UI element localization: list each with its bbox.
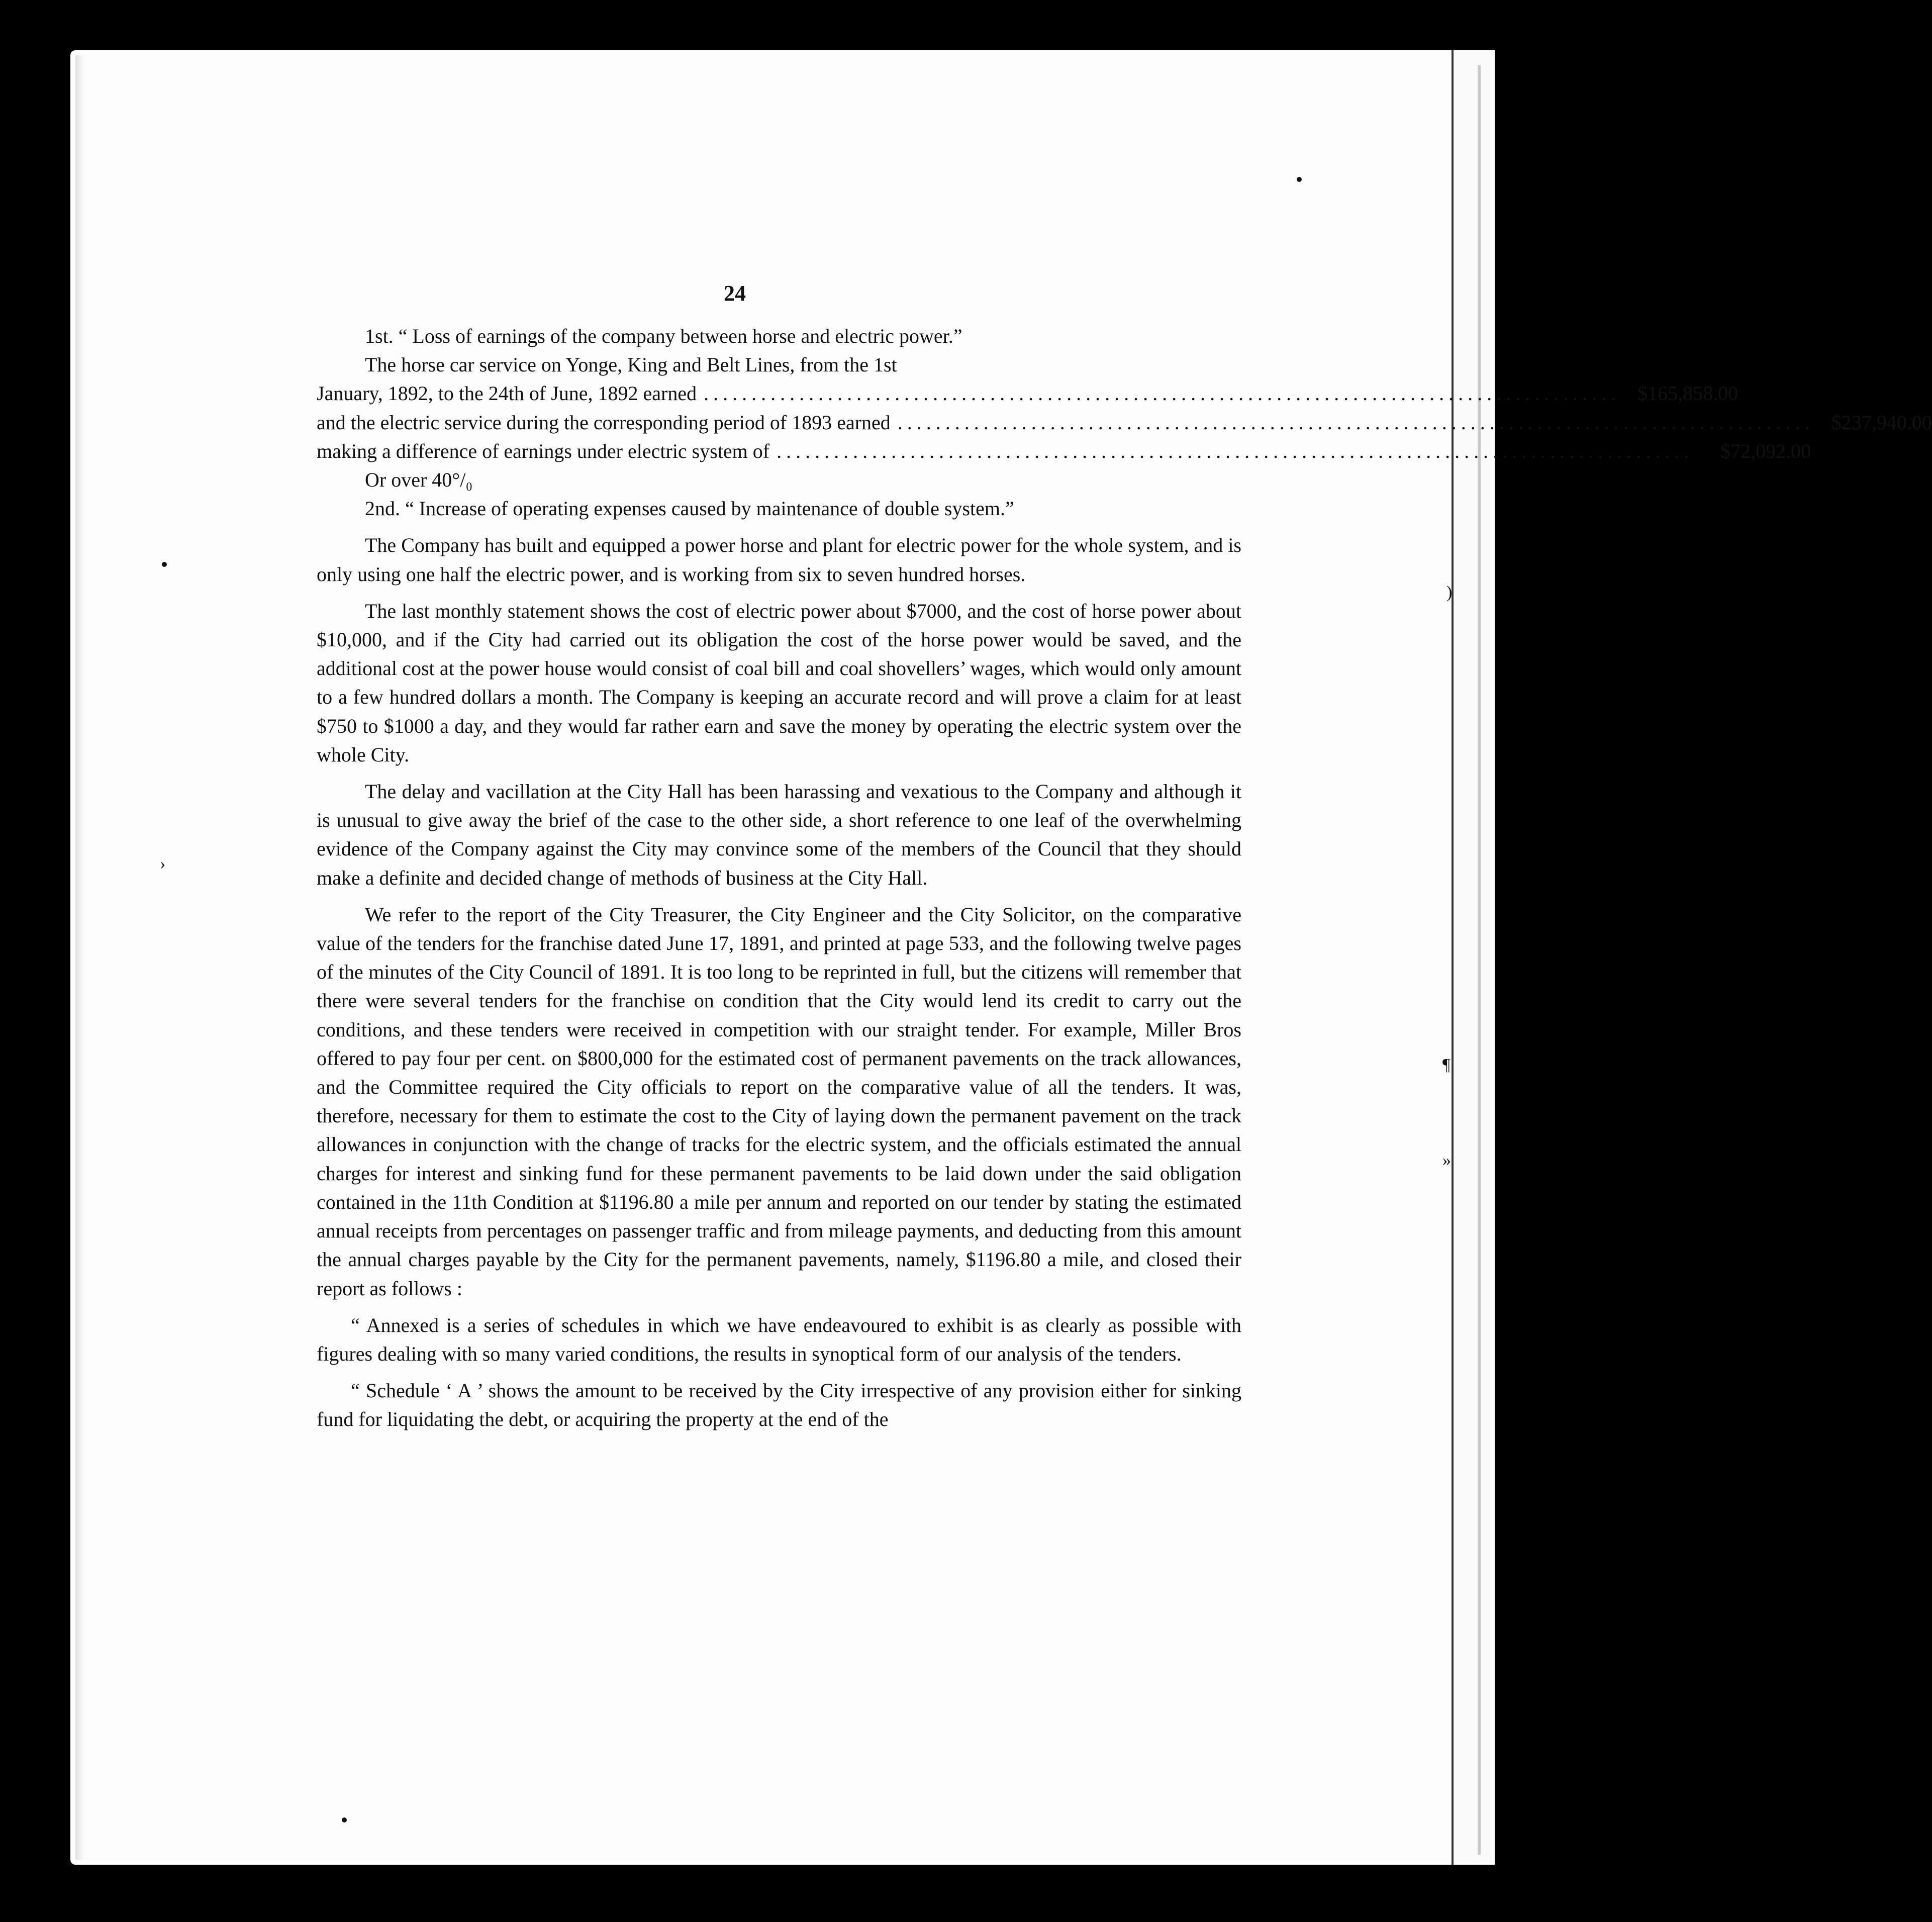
page-body <box>317 322 1932 1434</box>
earnings-table <box>317 379 1932 465</box>
leader-dots: ................................................................................................ <box>777 439 1694 462</box>
earnings-amount: $165,858.00 <box>1637 382 1738 405</box>
scan-speck <box>342 1817 347 1822</box>
earnings-row <box>317 379 1738 408</box>
point-1-heading: 1st. “ Loss of earnings of the company between horse and electric power.” <box>365 325 962 347</box>
paragraph-city-hall-delay: The delay and vacillation at the City Hall has been harassing and vexatious to the Company and although it is unusual to give away the brief of the case to the other side, a short reference to one leaf of the overwhelming evidence of the Company against the City may convince some of the members of the Council that they should make a definite and decided change of methods of business at the City Hall. <box>317 780 1241 889</box>
earnings-amount: $237,940.00 <box>1831 411 1932 434</box>
margin-mark: » <box>1442 1151 1451 1170</box>
earnings-label: and the electric service during the corresponding period of 1893 earned <box>317 411 891 434</box>
earnings-row <box>317 437 1811 465</box>
earnings-label: making a difference of earnings under electric system of <box>317 439 770 462</box>
adjacent-page-edge <box>1452 50 1495 1865</box>
earnings-label: January, 1892, to the 24th of June, 1892 earned <box>317 382 697 405</box>
margin-mark: ¶ <box>1442 1055 1451 1074</box>
page-number: 24 <box>724 281 746 306</box>
paragraph-tenders-report: We refer to the report of the City Treasurer, the City Engineer and the City Solicitor, on the comparative value of the tenders for the franchise dated June 17, 1891, and printed at page 533, and the following twelve pages of the minutes of the City Council of 1891. It is too long to be reprinted in full, but the citizens will remember that there were several tenders for the franchise on condition that the City would lend its credit to carry out the conditions, and these tenders were received in competition with our straight tender. For example, Miller Bros offered to pay four per cent. on $800,000 for the estimated cost of permanent pavements on the track allowances, and the Committee required the City officials to report on the comparative value of all the tenders. It was, therefore, necessary for them to estimate the cost to the City of laying down the permanent pavement on the track allowances in conjunction with the change of tracks for the electric system, and the officials estimated the annual charges for interest and sinking fund for these permanent pavements to be laid down under the said obligation contained in the 11th Condition at $1196.80 a mile per annum and reported on our tender by stating the estimated annual receipts from percentages on passenger traffic and from mileage payments, and deducting from this amount the annual charges payable by the City for the permanent pavements, namely, $1196.80 a mile, and closed their report as follows : <box>317 903 1241 1300</box>
leader-dots: ................................................................................................ <box>897 411 1814 434</box>
scan-speck <box>162 562 167 567</box>
page-edge-shadow <box>1478 65 1481 1855</box>
horse-service-line: The horse car service on Yonge, King and Belt Lines, from the 1st <box>365 353 897 376</box>
quote-schedule-a: “ Schedule ‘ A ’ shows the amount to be received by the City irrespective of any provision either for sinking fund for liquidating the debt, or acquiring the property at the end of the <box>317 1379 1241 1431</box>
binding-gutter <box>75 55 89 1860</box>
percent-line: Or over 40°/₀ <box>365 468 473 492</box>
earnings-amount: $72,092.00 <box>1720 439 1811 462</box>
margin-mark: ) <box>1446 583 1453 602</box>
earnings-row <box>317 408 1932 437</box>
margin-mark: › <box>160 854 166 873</box>
scan-speck <box>1297 177 1302 182</box>
leader-dots: ................................................................................................ <box>704 382 1621 405</box>
paragraph-monthly-statement: The last monthly statement shows the cost of electric power about $7000, and the cost of horse power about $10,000, and if the City had carried out its obligation the cost of the horse power would be saved, and the additional cost at the power house would consist of coal bill and coal shovellers’ wages, which would only amount to a few hundred dollars a month. The Company is keeping an accurate record and will prove a claim for at least $750 to $1000 a day, and they would far rather earn and save the money by operating the electric system over the whole City. <box>317 599 1241 766</box>
point-2-heading: 2nd. “ Increase of operating expenses caused by maintenance of double system.” <box>365 497 1014 520</box>
paragraph-power-plant: The Company has built and equipped a power horse and plant for electric power for the whole system, and is only using one half the electric power, and is working from six to seven hundred horses. <box>317 534 1241 586</box>
quote-schedules: “ Annexed is a series of schedules in which we have endeavoured to exhibit is as clearly as possible with figures dealing with so many varied conditions, the results in synoptical form of our analysis of the tenders. <box>317 1313 1241 1365</box>
